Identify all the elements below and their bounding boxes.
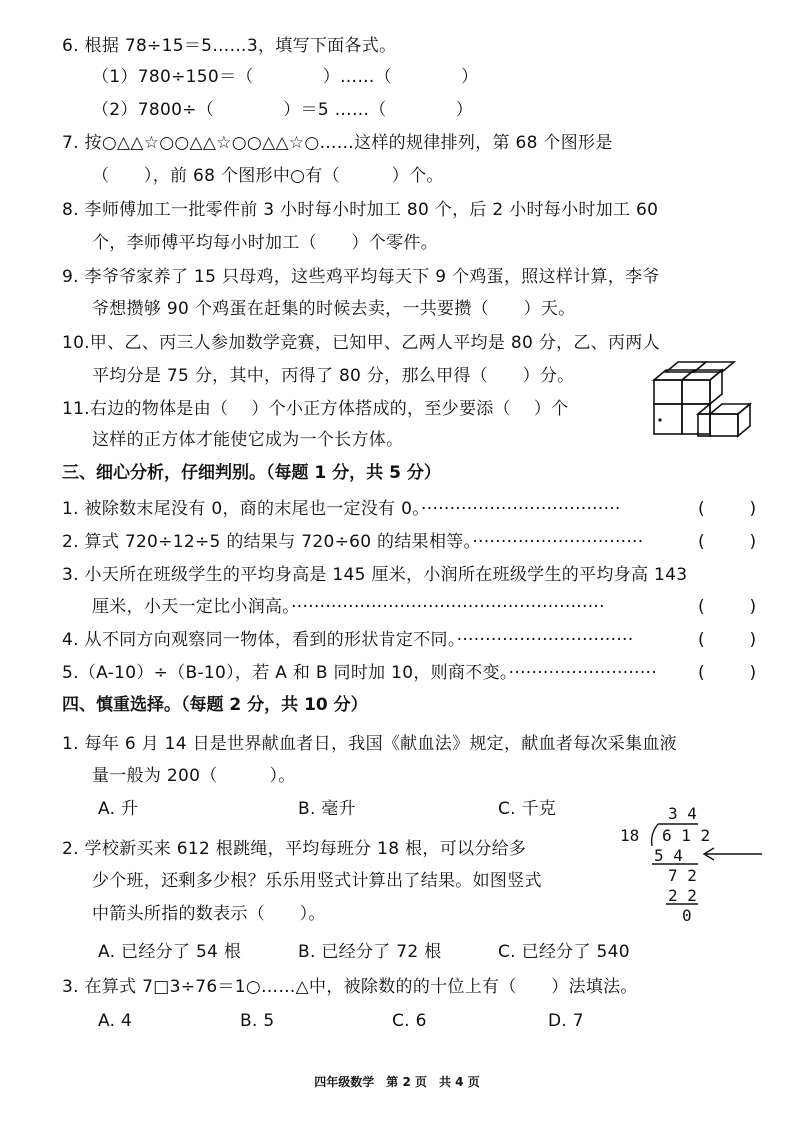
- section3-title: 三、细心分析，仔细判别。（每题 1 分，共 5 分）: [62, 463, 441, 483]
- long-division-figure: [616, 804, 766, 924]
- division-quotient: 3 4: [668, 804, 697, 823]
- judge-item-3b: 厘米，小天一定比小润高。·······················································: [92, 597, 605, 617]
- q9-line2: 爷想攒够 90 个鸡蛋在赶集的时候去卖，一共要攒（ ）天。: [92, 299, 576, 319]
- judge-answer-1[interactable]: ( ): [698, 499, 757, 519]
- choice3-option-a[interactable]: A. 4: [98, 1011, 133, 1031]
- q10-line1: 10.甲、乙、丙三人参加数学竞赛，已知甲、乙两人平均是 80 分，乙、丙两人: [62, 333, 660, 353]
- choice1-line2: 量一般为 200（ ）。: [92, 766, 296, 786]
- judge-item-5: 5.（A-10）÷（B-10），若 A 和 B 同时加 10，则商不变。··························: [62, 663, 657, 683]
- judge-answer-4[interactable]: ( ): [698, 630, 757, 650]
- choice2-option-c[interactable]: C. 已经分了 540: [498, 942, 630, 962]
- q6-part2: （2）7800÷（ ）＝5 ……（ ）: [92, 100, 474, 120]
- choice1-option-b[interactable]: B. 毫升: [298, 799, 356, 819]
- choice2-line3: 中箭头所指的数表示（ ）。: [92, 904, 326, 924]
- judge-answer-2[interactable]: ( ): [698, 532, 757, 552]
- choice3-option-b[interactable]: B. 5: [240, 1011, 275, 1031]
- judge-item-3a: 3. 小天所在班级学生的平均身高是 145 厘米，小润所在班级学生的平均身高 143: [62, 565, 688, 585]
- choice2-option-a[interactable]: A. 已经分了 54 根: [98, 942, 242, 962]
- page-footer: 四年级数学 第 2 页 共 4 页: [314, 1075, 480, 1089]
- judge-item-1: 1. 被除数末尾没有 0，商的末尾也一定没有 0。···································: [62, 499, 621, 519]
- choice3-line1: 3. 在算式 7□3÷76＝1○……△中，被除数的的十位上有（ ）法填法。: [62, 977, 638, 997]
- section4-title: 四、慎重选择。（每题 2 分，共 10 分）: [62, 695, 368, 715]
- choice3-option-d[interactable]: D. 7: [548, 1011, 584, 1031]
- q6-stem: 6. 根据 78÷15＝5……3，填写下面各式。: [62, 36, 397, 56]
- division-step-22: 2 2: [668, 886, 697, 905]
- q6-part1: （1）780÷150＝（ ）……（ ）: [92, 67, 479, 87]
- judge-answer-3[interactable]: ( ): [698, 597, 757, 617]
- choice1-option-c[interactable]: C. 千克: [498, 799, 557, 819]
- choice3-option-c[interactable]: C. 6: [392, 1011, 427, 1031]
- q11-line1: 11.右边的物体是由（ ）个小正方体搭成的，至少要添（ ）个: [62, 399, 569, 419]
- division-dividend: 6 1 2: [662, 826, 711, 845]
- judge-answer-5[interactable]: ( ): [698, 663, 757, 683]
- q7-line1: 7. 按○△△☆○○△△☆○○△△☆○……这样的规律排列，第 68 个图形是: [62, 133, 613, 153]
- judge-item-4: 4. 从不同方向观察同一物体，看到的形状肯定不同。·······························: [62, 630, 634, 650]
- q11-line2: 这样的正方体才能使它成为一个长方体。: [92, 430, 404, 450]
- cube-figure: [648, 358, 758, 448]
- choice1-option-a[interactable]: A. 升: [98, 799, 139, 819]
- q10-line2: 平均分是 75 分，其中，丙得了 80 分，那么甲得（ ）分。: [92, 366, 575, 386]
- choice2-line2: 少个班，还剩多少根？乐乐用竖式计算出了结果。如图竖式: [92, 871, 542, 891]
- division-divisor: 18: [620, 826, 640, 845]
- division-remainder: 0: [682, 906, 692, 925]
- q9-line1: 9. 李爷爷家养了 15 只母鸡，这些鸡平均每天下 9 个鸡蛋，照这样计算，李爷: [62, 267, 660, 287]
- q7-line2: （ ），前 68 个图形中○有（ ）个。: [92, 166, 444, 186]
- q8-line2: 个，李师傅平均每小时加工（ ）个零件。: [92, 233, 438, 253]
- choice2-option-b[interactable]: B. 已经分了 72 根: [298, 942, 442, 962]
- q8-line1: 8. 李师傅加工一批零件前 3 小时每小时加工 80 个，后 2 小时每小时加工 60: [62, 200, 659, 220]
- division-step-54: 5 4: [654, 846, 683, 865]
- division-step-72: 7 2: [668, 866, 697, 885]
- choice2-line1: 2. 学校新买来 612 根跳绳，平均每班分 18 根，可以分给多: [62, 839, 527, 859]
- judge-item-2: 2. 算式 720÷12÷5 的结果与 720÷60 的结果相等。······························: [62, 532, 644, 552]
- choice1-line1: 1. 每年 6 月 14 日是世界献血者日，我国《献血法》规定，献血者每次采集血液: [62, 734, 677, 754]
